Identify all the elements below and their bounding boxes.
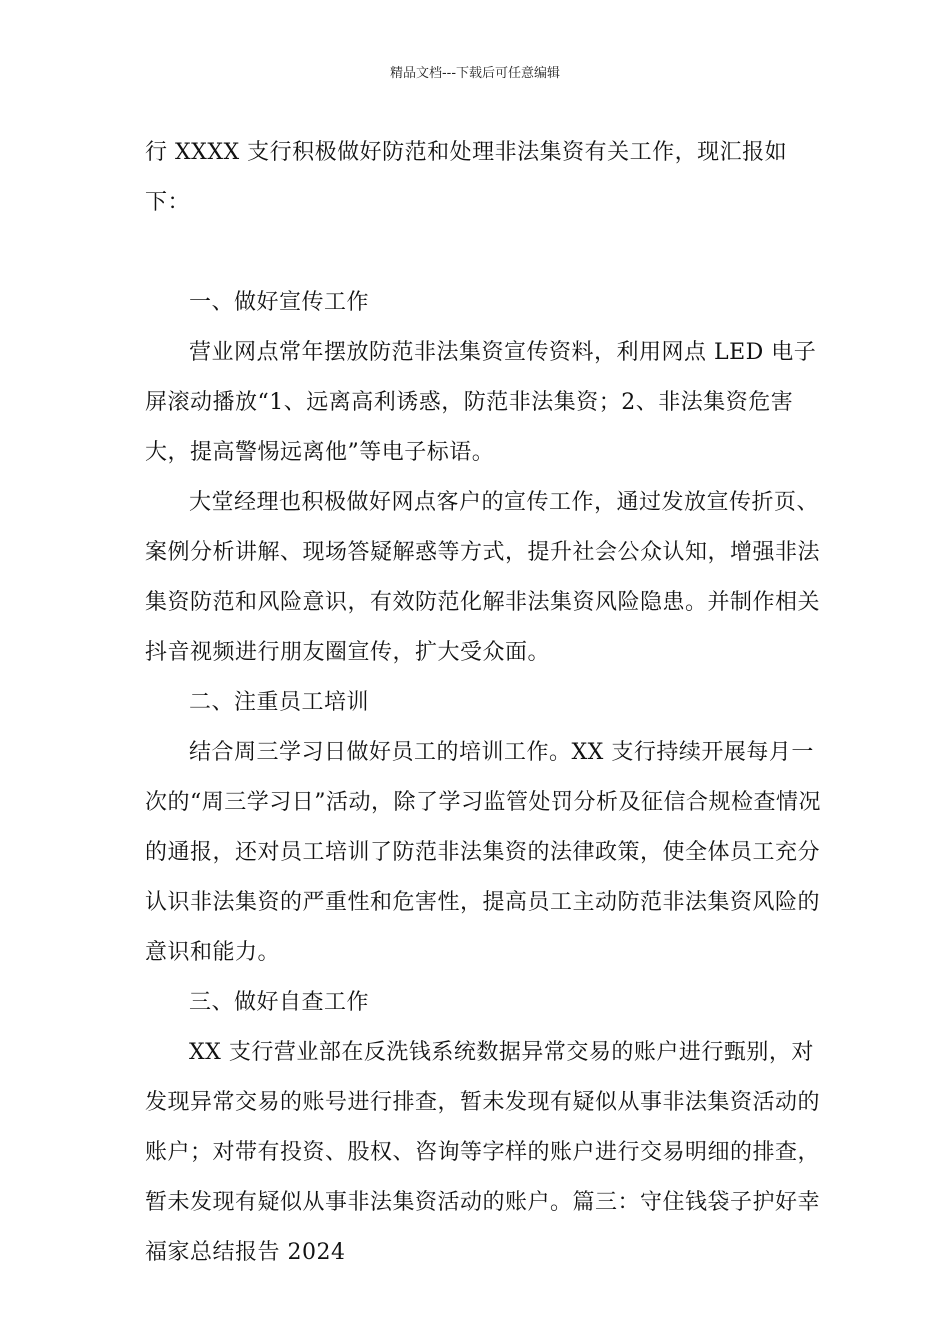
paragraph-lobby-manager: 大堂经理也积极做好网点客户的宣传工作，通过发放宣传折页、案例分析讲解、现场答疑解惑等方式，提升社会公众认知，增强非法集资防范和风险意识，有效防范化解非法集资风险隐患。并制作相关抖音视频进行朋友圈宣传，扩大受众面。 (145, 490, 821, 665)
paragraph-training: 结合周三学习日做好员工的培训工作。XX 支行持续开展每月一次的“周三学习日”活动，除了学习监管处罚分析及征信合规检查情况的通报，还对员工培训了防范非法集资的法律政策，使全体员工充分认识非法集资的严重性和危害性，提高员工主动防范非法集资风险的意识和能力。 (145, 740, 821, 965)
spacer (145, 228, 825, 278)
intro-paragraph: 行 XXXX 支行积极做好防范和处理非法集资有关工作，现汇报如下： (145, 140, 788, 215)
page-header: 精品文档---下载后可任意编辑 (389, 66, 561, 81)
section-heading-self-inspection: 三、做好自查工作 (189, 990, 370, 1015)
paragraph-led-screen: 营业网点常年摆放防范非法集资宣传资料，利用网点 LED 电子屏滚动播放“1、远离高利诱惑，防范非法集资；2、非法集资危害大，提高警惕远离他”等电子标语。 (145, 340, 817, 465)
paragraph-self-inspection: XX 支行营业部在反洗钱系统数据异常交易的账户进行甄别，对发现异常交易的账号进行排查，暂未发现有疑似从事非法集资活动的账户；对带有投资、股权、咨询等字样的账户进行交易明细的排查，暂未发现有疑似从事非法集资活动的账户。篇三：守住钱袋子护好幸福家总结报告 2024 (145, 1040, 821, 1265)
document-body (145, 128, 825, 1278)
section-heading-training: 二、注重员工培训 (189, 690, 370, 715)
section-heading-publicity: 一、做好宣传工作 (189, 290, 370, 315)
